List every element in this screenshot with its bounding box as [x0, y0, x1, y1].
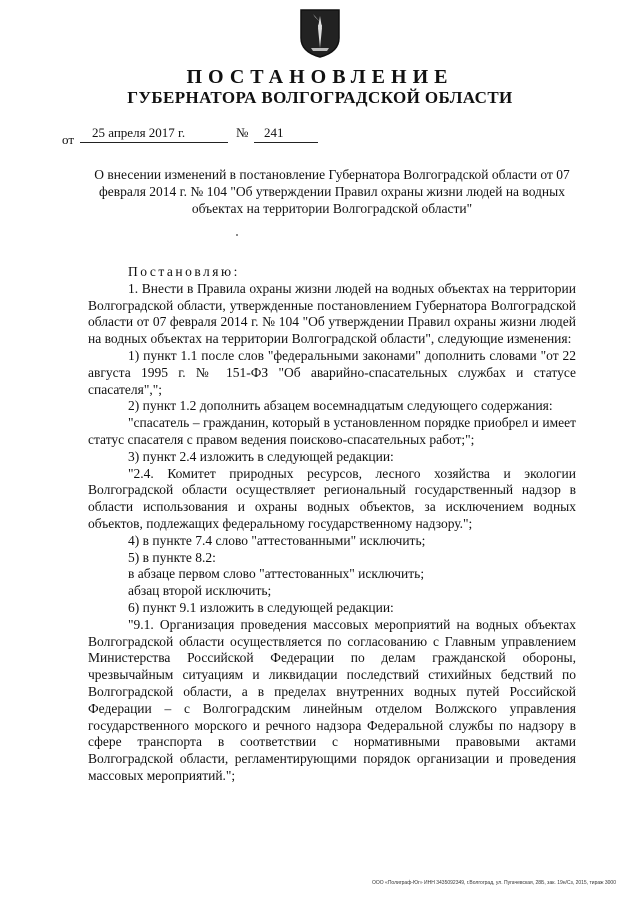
document-body	[88, 264, 576, 785]
body-paragraph: 1) пункт 1.1 после слов "федеральными законами" дополнить словами "от 22 августа 1995 г. № 151-ФЗ "Об аварийно-спасательных службах и статусе спасателя",";	[88, 347, 576, 397]
coat-of-arms-icon	[299, 8, 341, 58]
document-date: 25 апреля 2017 г.	[92, 125, 186, 140]
document-title: ПОСТАНОВЛЕНИЕ	[186, 66, 454, 88]
document-subject: О внесении изменений в постановление Губернатора Волгоградской области от 07 февраля 2014 г. № 104 "Об утверждении Правил охраны жизни людей на водных объектах на территории Волгоградской области"	[94, 167, 570, 216]
body-paragraph: 3) пункт 2.4 изложить в следующей редакции:	[128, 448, 394, 464]
body-paragraph: "спасатель – гражданин, который в установленном порядке приобрел и имеет статус спасателя с правом ведения поисково-спасательных работ;";	[88, 415, 576, 447]
document-subtitle: ГУБЕРНАТОРА ВОЛГОГРАДСКОЙ ОБЛАСТИ	[127, 88, 513, 107]
body-paragraph: 5) в пункте 8.2:	[128, 549, 216, 565]
body-paragraph: "2.4. Комитет природных ресурсов, лесного хозяйства и экологии Волгоградской области осуществляет региональный государственный надзор в области использования и охраны водных объектов, за исключением водных объектов, подлежащих федеральному государственному надзору.";	[88, 465, 576, 531]
body-paragraph: "9.1. Организация проведения массовых мероприятий на водных объектах Волгоградской области осуществляется по согласованию с Главным управлением Министерства Российской Федерации по делам гражданской обороны, чрезвычайным ситуациям и ликвидации последствий стихийных бедствий по Волгоградской области, а в пределах внутренних водных путей Российской Федерации – с Волгоградским линейным отделом Волжского управления государственного морского и речного надзора Федеральной службы по надзору в сфере транспорта в соответствии с нормативными правовыми актами Волгоградской области, регламентирующими порядок организации и проведения массовых мероприятий.";	[88, 616, 576, 783]
body-paragraph: 4) в пункте 7.4 слово "аттестованными" исключить;	[128, 532, 426, 548]
scan-speck	[236, 234, 238, 236]
body-paragraph: 1. Внести в Правила охраны жизни людей на водных объектах на территории Волгоградской области, утвержденные постановлением Губернатора Волгоградской области от 07 февраля 2014 г. № 104 "Об утверждении Правил охраны жизни людей на водных объектах на территории Волгоградской области", следующие изменения:	[88, 280, 576, 347]
date-prefix: от	[62, 132, 75, 147]
body-paragraph: абзац второй исключить;	[128, 583, 272, 599]
printer-footer: ООО «Полиграф-Юг» ИНН 3435092349, г.Волгоград, ул. Пугачевская, 28Б, зак. 19н/Сз, 2015, тираж 3000	[372, 880, 616, 886]
body-paragraph: 2) пункт 1.2 дополнить абзацем восемнадцатым следующего содержания:	[128, 398, 553, 414]
date-underline	[80, 142, 228, 143]
number-prefix: №	[236, 125, 249, 140]
document-number: 241	[264, 125, 284, 140]
resolve-line: Постановляю:	[128, 264, 240, 279]
number-underline	[254, 142, 318, 143]
body-paragraph: 6) пункт 9.1 изложить в следующей редакции:	[128, 599, 394, 615]
body-paragraph: в абзаце первом слово "аттестованных" исключить;	[128, 566, 425, 582]
